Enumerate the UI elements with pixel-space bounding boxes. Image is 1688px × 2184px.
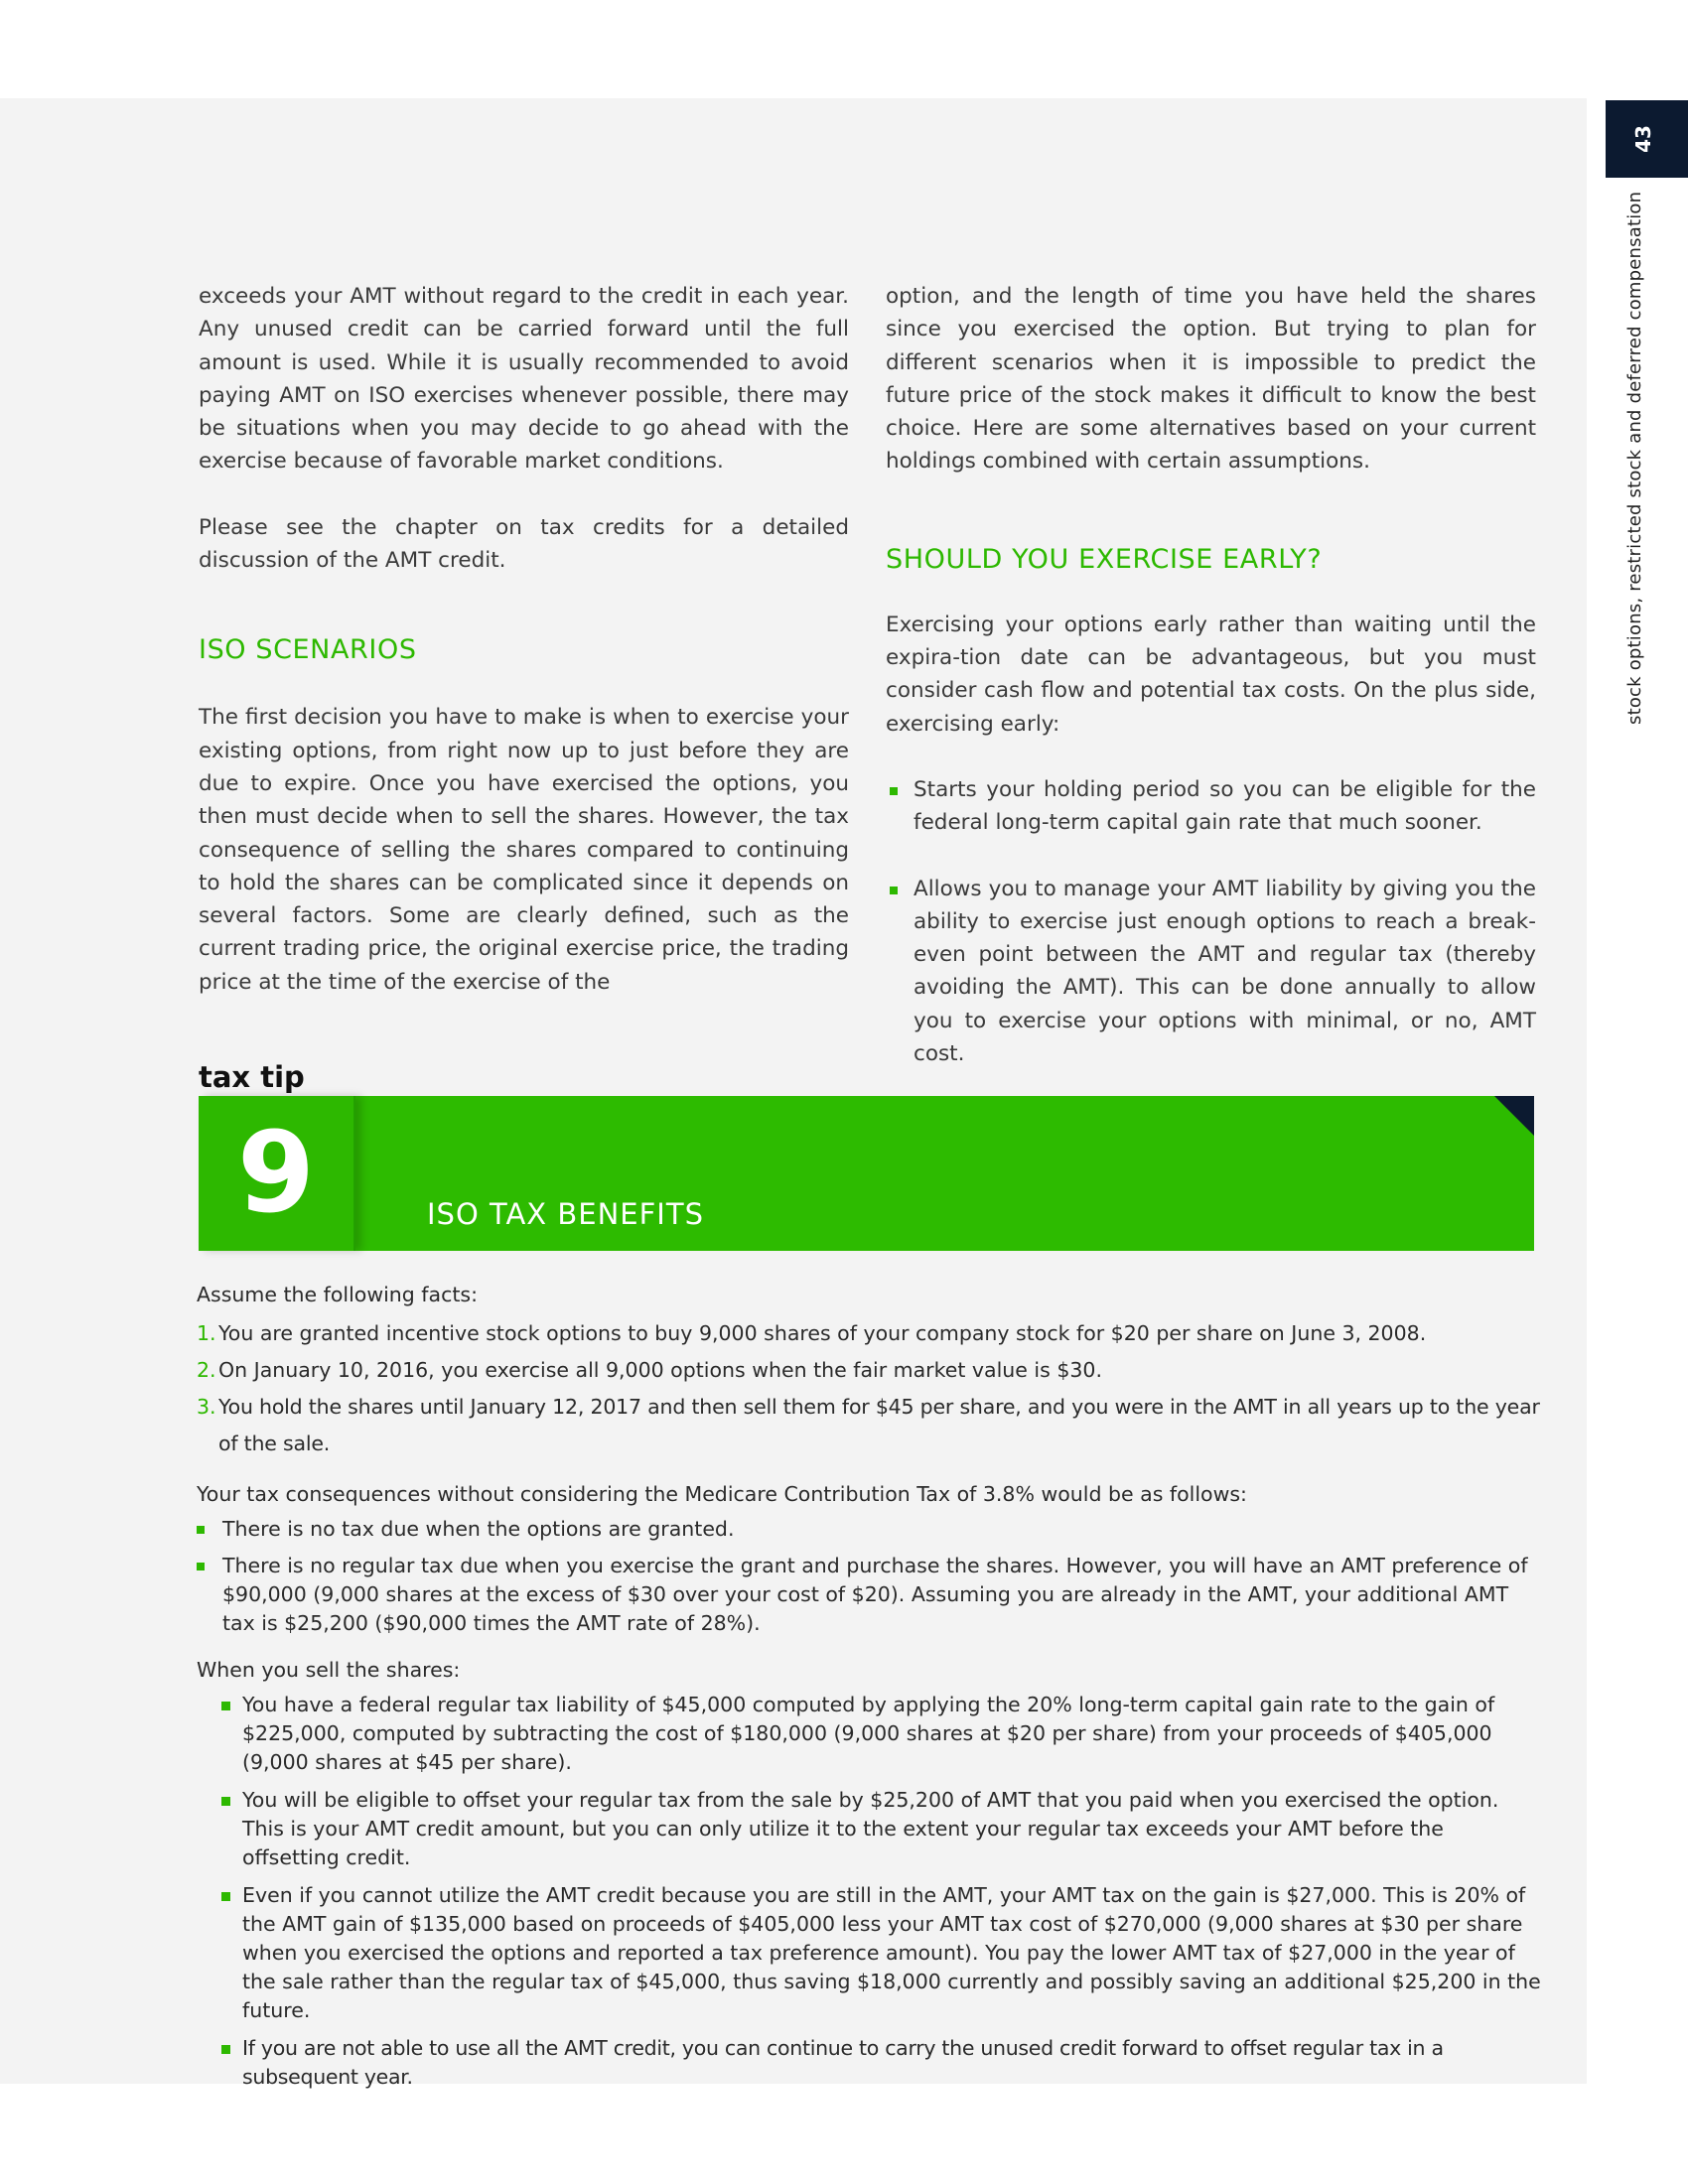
tip-title: ISO TAX BENEFITS xyxy=(427,1197,704,1231)
heading-exercise-early: SHOULD YOU EXERCISE EARLY? xyxy=(886,543,1323,575)
tax-tip-banner xyxy=(199,1096,1534,1251)
sell-item xyxy=(197,1881,1545,2025)
paragraph: option, and the length of time you have held the shares since you exercised the option. But trying to plan for different scenarios when it is impossible to predict the future price of the stock makes it difficult to know the best choice. Here are some alternatives based on your current holdings combined with certain assumptions. xyxy=(886,284,1536,475)
bullet-icon xyxy=(221,1702,230,1710)
tip-number: 9 xyxy=(237,1109,315,1238)
list-item-text: Starts your holding period so you can be eligible for the federal long-term capital gain rate that much sooner. xyxy=(914,776,1536,836)
sell-text: You have a federal regular tax liability of $45,000 computed by applying the 20% long-term capital gain rate to the gain of $225,000, computed by subtracting the cost of $180,000 (9,000 shares at $20 per share) from your proceeds of $405,000 (9,000 shares at $45 per share). xyxy=(242,1693,1495,1774)
sell-item xyxy=(197,1786,1545,1872)
list-item-text: Allows you to manage your AMT liability by giving you the ability to exercise just enough options to reach a break-even point between the AMT and regular tax (thereby avoiding the AMT). This can be done annually to allow you to exercise your options with minimal, or no, AMT cost. xyxy=(914,876,1536,1067)
fact-text: On January 10, 2016, you exercise all 9,000 options when the fair market value is $30. xyxy=(218,1358,1102,1382)
fact-number: 3. xyxy=(197,1395,216,1419)
consequences-intro: Your tax consequences without considering the Medicare Contribution Tax of 3.8% would be as follows: xyxy=(197,1482,1247,1506)
tax-tip-label: tax tip xyxy=(199,1060,305,1094)
sell-intro: When you sell the shares: xyxy=(197,1658,461,1682)
section-title: stock options, restricted stock and deferred compensation xyxy=(1624,191,1645,725)
list-item xyxy=(886,773,1536,840)
fact-item xyxy=(197,1315,1545,1352)
fact-item xyxy=(197,1389,1545,1462)
sell-text: Even if you cannot utilize the AMT credit because you are still in the AMT, your AMT tax on the gain is $27,000. This is 20% of the AMT gain of $135,000 based on proceeds of $405,000 less your AMT tax cost of $270,000 (9,000 shares at $30 per share when you exercised the options and reported a tax preference amount). You pay the lower AMT tax of $27,000 in the year of the sale rather than the regular tax of $45,000, thus saving $18,000 currently and possibly saving an additional $25,200 in the future. xyxy=(242,1883,1541,2022)
fact-text: You are granted incentive stock options to buy 9,000 shares of your company stock for $20 per share on June 3, 2008. xyxy=(218,1321,1427,1345)
left-column xyxy=(199,280,849,999)
heading-iso-scenarios: ISO SCENARIOS xyxy=(199,634,417,666)
facts-intro: Assume the following facts: xyxy=(197,1283,478,1306)
sell-text: If you are not able to use all the AMT credit, you can continue to carry the unused credit forward to offset regular tax in a subsequent year. xyxy=(242,2036,1444,2089)
paragraph: exceeds your AMT without regard to the credit in each year. Any unused credit can be carried forward until the full amount is used. While it is usually recommended to avoid paying AMT on ISO exercises whenever possible, there may be situations when you may decide to go ahead with the exercise because of favorable market conditions. xyxy=(199,284,849,475)
fact-number: 2. xyxy=(197,1358,216,1382)
bullet-icon xyxy=(890,887,898,894)
sell-item xyxy=(197,2034,1545,2092)
paragraph: Please see the chapter on tax credits for a detailed discussion of the AMT credit. xyxy=(199,514,849,574)
consequence-item xyxy=(197,1515,1545,1544)
bullet-icon xyxy=(197,1526,205,1534)
fact-text: You hold the shares until January 12, 2017 and then sell them for $45 per share, and you were in the AMT in all years up to the year of the sale. xyxy=(218,1395,1540,1455)
page-number: 43 xyxy=(1631,125,1655,153)
consequence-text: There is no tax due when the options are granted. xyxy=(222,1517,735,1541)
sell-text: You will be eligible to offset your regular tax from the sale by $25,200 of AMT that you paid when you exercised the option. This is your AMT credit amount, but you can only utilize it to the extent your regular tax exceeds your AMT before the offsetting credit. xyxy=(242,1788,1499,1869)
right-column xyxy=(886,280,1536,1070)
bullet-icon xyxy=(221,1892,230,1901)
consequence-text: There is no regular tax due when you exercise the grant and purchase the shares. However, you will have an AMT preference of $90,000 (9,000 shares at the excess of $30 over your cost of $20). Assuming you are already in the AMT, your additional AMT tax is $25,200 ($90,000 times the AMT rate of 28%). xyxy=(222,1554,1528,1635)
fact-number: 1. xyxy=(197,1321,216,1345)
fact-item xyxy=(197,1352,1545,1389)
bullet-icon xyxy=(197,1563,205,1570)
corner-fold-icon xyxy=(1494,1096,1534,1136)
consequence-item xyxy=(197,1552,1545,1638)
tax-tip-body xyxy=(197,1281,1545,2101)
paragraph: Exercising your options early rather than waiting until the expira-tion date can be advantageous, but you must consider cash flow and potential tax costs. On the plus side, exercising early: xyxy=(886,612,1536,737)
sell-item xyxy=(197,1691,1545,1777)
bullet-icon xyxy=(890,787,898,795)
list-item xyxy=(886,873,1536,1071)
bullet-icon xyxy=(221,1797,230,1806)
paragraph: The first decision you have to make is when to exercise your existing options, from right now up to just before they are due to expire. Once you have exercised the options, you then must decide when to sell the shares. However, the tax consequence of selling the shares compared to continuing to hold the shares can be complicated since it depends on several factors. Some are clearly defined, such as the current trading price, the original exercise price, the trading price at the time of the exercise of the xyxy=(199,705,849,995)
bullet-icon xyxy=(221,2045,230,2054)
